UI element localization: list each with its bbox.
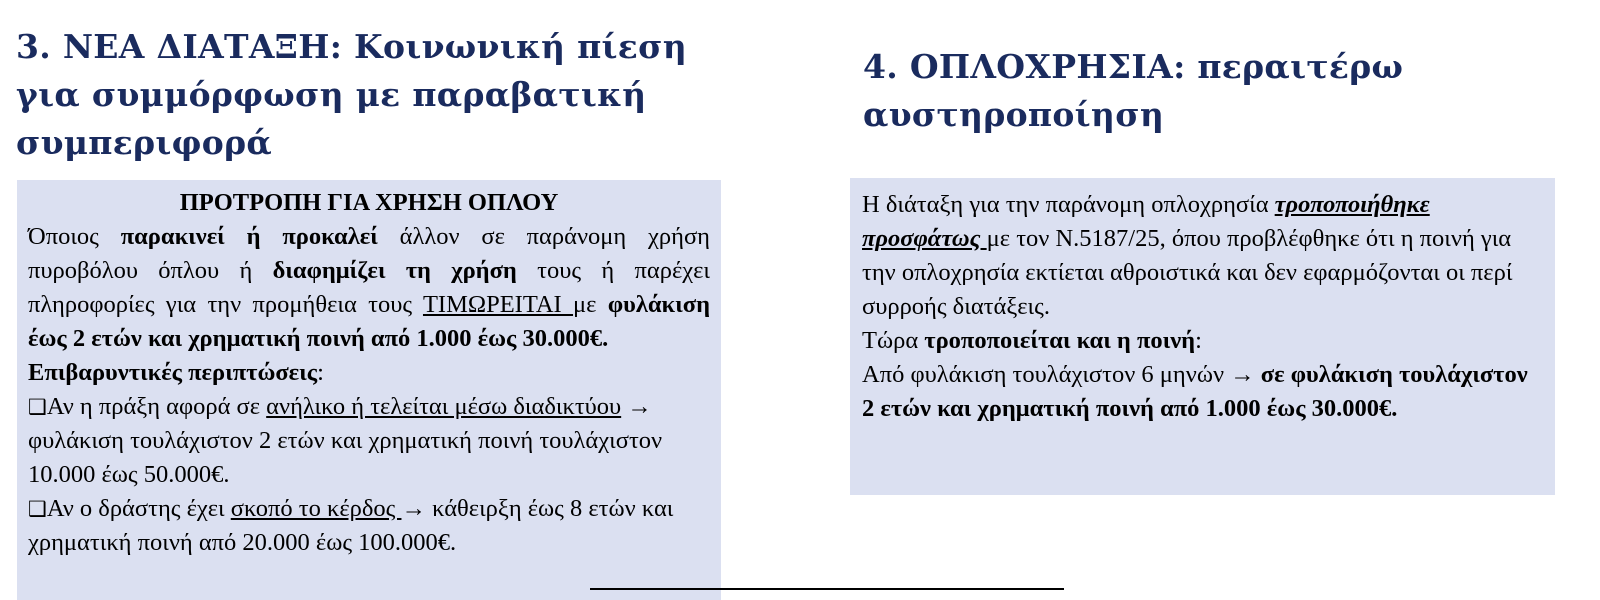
- list-item: ❑Αν ο δράστης έχει σκοπό το κέρδος → κάθειρξη έως 8 ετών και χρηματική ποινή από 20.000 έως 100.000€.: [28, 495, 674, 556]
- penalty-change-paragraph: Τώρα τροποποιείται και η ποινή:: [862, 327, 1202, 354]
- checkbox-bullet-icon: ❑: [28, 497, 47, 521]
- aggravating-heading: Επιβαρυντικές περιπτώσεις:: [28, 359, 324, 386]
- checkbox-bullet-icon: ❑: [28, 395, 47, 419]
- list-item: ❑Αν η πράξη αφορά σε ανήλικο ή τελείται μέσω διαδικτύου → φυλάκιση τουλάχιστον 2 ετών και χρηματική ποινή τουλάχιστον 10.000 έως 50.000€.: [28, 393, 663, 488]
- panel-title: ΠΡΟΤΡΟΠΗ ΓΙΑ ΧΡΗΣΗ ΟΠΛΟΥ: [179, 189, 559, 216]
- penalty-detail-paragraph: Από φυλάκιση τουλάχιστον 6 μηνών → σε φυλάκιση τουλάχιστον 2 ετών και χρηματική ποινή από 1.000 έως 30.000€.: [862, 361, 1528, 422]
- amendment-paragraph: Η διάταξη για την παράνομη οπλοχρησία τροποποιήθηκε προσφάτως με τον Ν.5187/25, όπου προβλέφθηκε ότι η ποινή για την οπλοχρησία εκτίεται αθροιστικά και δεν εφαρμόζονται οι περί συρροής διατάξεις.: [862, 191, 1513, 320]
- weapon-use-panel: [850, 178, 1555, 495]
- punishment-keyword: ΤΙΜΩΡΕΙΤΑΙ: [422, 291, 574, 318]
- main-paragraph: Όποιος παρακινεί ή προκαλεί άλλον σε παράνομη χρήση πυροβόλου όπλου ή διαφημίζει τη χρήση τους ή παρέχει πληροφορίες για την προμήθεια τους ΤΙΜΩΡΕΙΤΑΙ με φυλάκιση έως 2 ετών και χρηματική ποινή από 1.000 έως 30.000€.: [28, 223, 710, 352]
- weapon-incitement-panel: [17, 180, 721, 600]
- section-4-heading: 4. ΟΠΛΟΧΡΗΣΙΑ: περαιτέρω αυστηροποίηση: [863, 47, 1404, 134]
- section-3-heading: 3. ΝΕΑ ΔΙΑΤΑΞΗ: Κοινωνική πίεση για συμμόρφωση με παραβατική συμπεριφορά: [16, 27, 688, 162]
